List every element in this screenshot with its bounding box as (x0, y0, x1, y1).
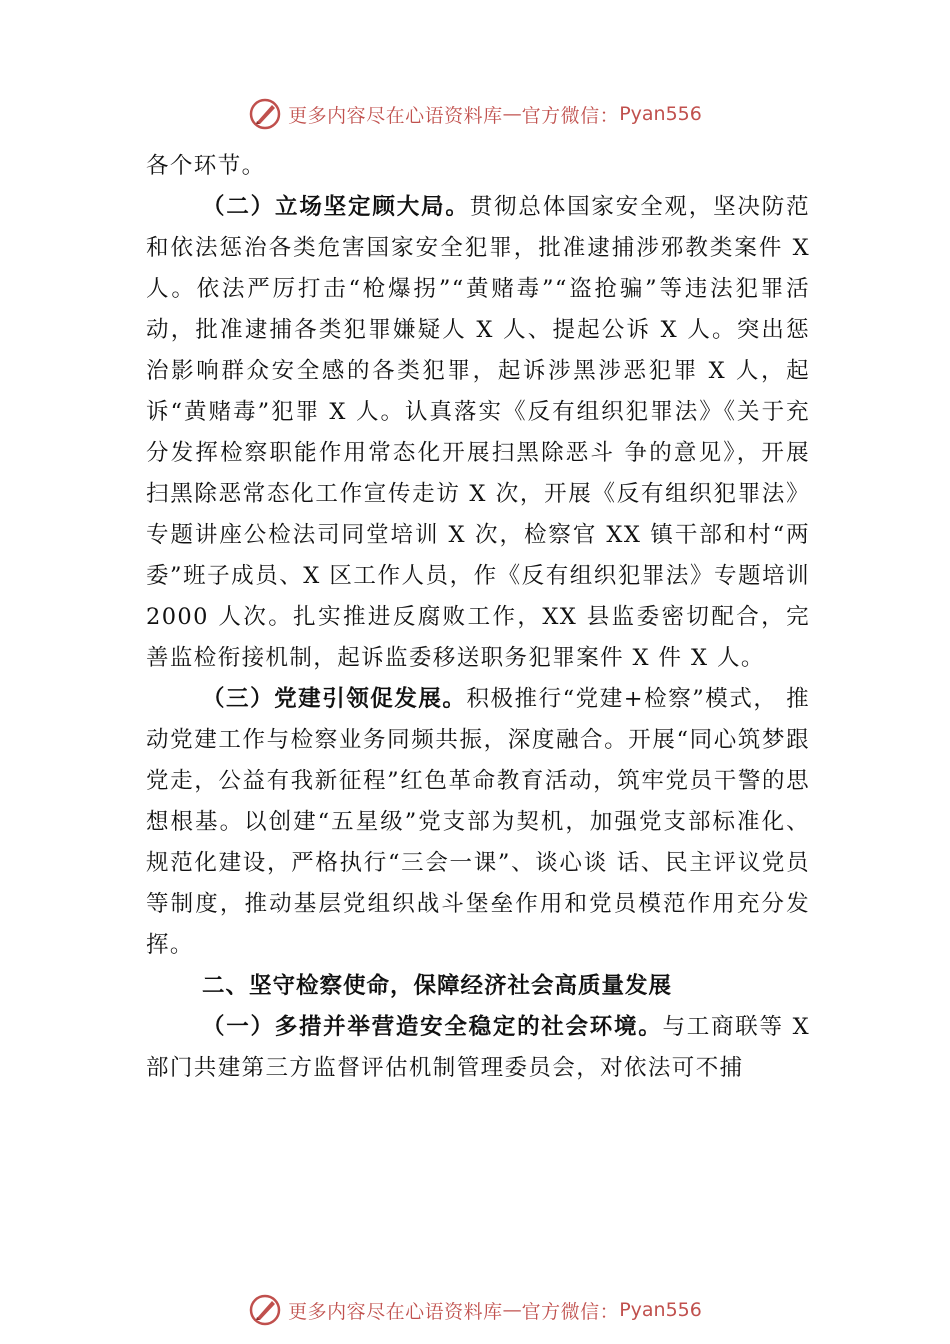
paragraph-party-building (146, 679, 810, 966)
watermark-separator: — (502, 1299, 522, 1321)
watermark-wechat-label: 官方微信： (521, 1300, 620, 1323)
watermark-wechat-id: Pyan556 (619, 1299, 702, 1321)
paragraph-lead: （一）多措并举营造安全稳定的社会环境。 (202, 1014, 663, 1040)
paragraph-social-environment (146, 1007, 810, 1089)
paragraph-lead: （二）立场坚定顾大局。 (202, 194, 470, 220)
watermark-brand-text: 更多内容尽在心语资料库 (288, 1300, 503, 1323)
watermark-separator: — (502, 103, 522, 125)
watermark-wechat-label: 官方微信： (521, 104, 620, 127)
paragraph-text: 贯彻总体国家安全观，坚决防范和依法惩治各类危害国家安全犯罪，批准逮捕涉邪教类案件 X 人。依法严厉打击“枪爆拐”“黄赌毒”“盗抢骗”等违法犯罪活动，批准逮捕各类犯罪嫌疑人 X 人、提起公诉 X 人。突出惩治影响群众安全感的各类犯罪，起诉涉黑涉恶犯罪 X 人，起诉“黄赌毒”犯罪 X 人。认真落实《反有组织犯罪法》《关于充分发挥检察职能作用常态化开展扫黑除恶斗 争的意见》，开展扫黑除恶常态化工作宣传走访 X 次，开展《反有组织犯罪法》专题讲座公检法司同堂培训 X 次，检察官 XX 镇干部和村“两委”班子成员、X 区工作人员，作《反有组织犯罪法》专题培训 2000 人次。扎实推进反腐败工作，XX 县监委密切配合，完善监检衔接机制，起诉监委移送职务犯罪案件 X 件 X 人。 (146, 194, 810, 671)
brand-logo-icon (248, 1293, 282, 1327)
paragraph-continuation: 各个环节。 (146, 153, 266, 179)
footer-watermark (0, 1290, 950, 1330)
paragraph-text: 积极推行“党建+检察”模式， 推动党建工作与检察业务同频共振，深度融合。开展“同心筑梦跟党走，公益有我新征程”红色革命教育活动，筑牢党员干警的思想根基。以创建“五星级”党支部为契机，加强党支部标准化、规范化建设，严格执行“三会一课”、谈心谈 话、民主评议党员等制度，推动基层党组织战斗堡垒作用和党员模范作用充分发挥。 (146, 686, 810, 958)
brand-logo-icon (248, 97, 282, 131)
section-heading: 二、坚守检察使命，保障经济社会高质量发展 (202, 973, 673, 999)
paragraph-lead: （三）党建引领促发展。 (202, 686, 467, 712)
watermark-wechat-id: Pyan556 (619, 103, 702, 125)
paragraph-text: 与工商联等 X 部门共建第三方监督评估机制管理委员会，对依法可不捕 (146, 1014, 810, 1081)
document-body (146, 146, 810, 1089)
paragraph-political-security (146, 187, 810, 679)
watermark-brand-text: 更多内容尽在心语资料库 (288, 104, 503, 127)
header-watermark (0, 94, 950, 134)
